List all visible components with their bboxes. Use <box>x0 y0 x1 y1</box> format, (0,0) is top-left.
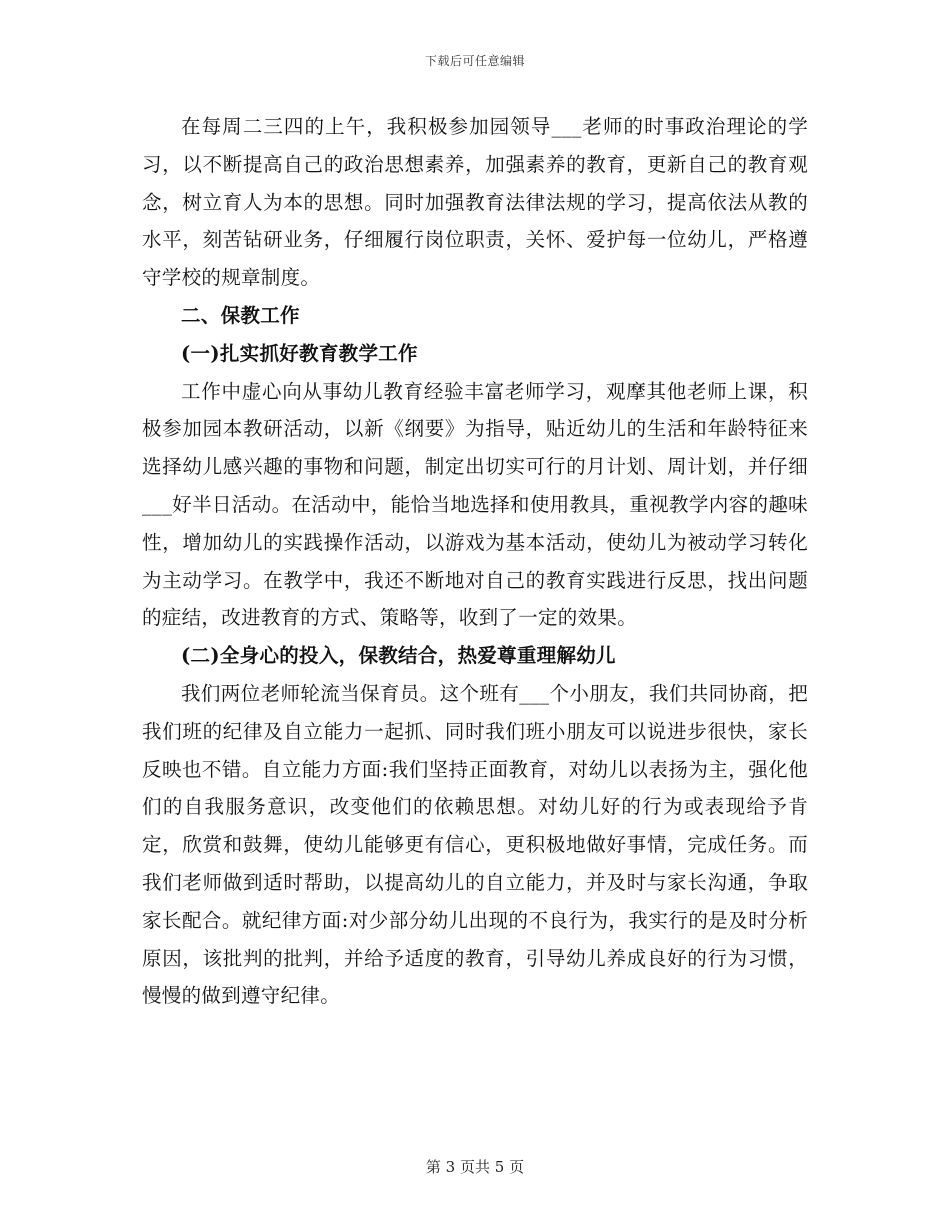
paragraph-study: 在每周二三四的上午，我积极参加园领导___老师的时事政治理论的学习，以不断提高自己的政治思想素养，加强素养的教育，更新自己的教育观念，树立育人为本的思想。同时加强教育法律法规的学习，提高依法从教的水平，刻苦钻研业务，仔细履行岗位职责，关怀、爱护每一位幼儿，严格遵守学校的规章制度。 <box>142 115 808 290</box>
paragraph-teaching: 工作中虚心向从事幼儿教育经验丰富老师学习，观摩其他老师上课，积极参加园本教研活动，以新《纲要》为指导，贴近幼儿的生活和年龄特征来选择幼儿感兴趣的事物和问题，制定出切实可行的月计划、周计划，并仔细___好半日活动。在活动中，能恰当地选择和使用教具，重视教学内容的趣味性，增加幼儿的实践操作活动，以游戏为基本活动，使幼儿为被动学习转化为主动学习。在教学中，我还不断地对自己的教育实践进行反思，找出问题的症结，改进教育的方式、策略等，收到了一定的效果。 <box>142 379 808 630</box>
header-note: 下载后可任意编辑 <box>424 54 525 68</box>
paragraph-care: 我们两位老师轮流当保育员。这个班有___个小朋友，我们共同协商，把我们班的纪律及自立能力一起抓、同时我们班小朋友可以说进步很快，家长反映也不错。自立能力方面:我们坚持正面教育，对幼儿以表扬为主，强化他们的自我服务意识，改变他们的依赖思想。对幼儿好的行为或表现给予肯定，欣赏和鼓舞，使幼儿能够更有信心，更积极地做好事情，完成任务。而我们老师做到适时帮助，以提高幼儿的自立能力，并及时与家长沟通，争取家长配合。就纪律方面:对少部分幼儿出现的不良行为，我实行的是及时分析原因，该批判的批判，并给予适度的教育，引导幼儿养成良好的行为习惯，慢慢的做到遵守纪律。 <box>142 681 808 1008</box>
subsection-heading-teaching: (一)扎实抓好教育教学工作 <box>181 341 418 365</box>
document-body <box>142 108 808 1015</box>
page-number: 第 3 页共 5 页 <box>425 1158 525 1176</box>
section-heading-care-education: 二、保教工作 <box>181 303 300 327</box>
subsection-heading-care: (二)全身心的投入，保教结合，热爱尊重理解幼儿 <box>181 644 616 668</box>
